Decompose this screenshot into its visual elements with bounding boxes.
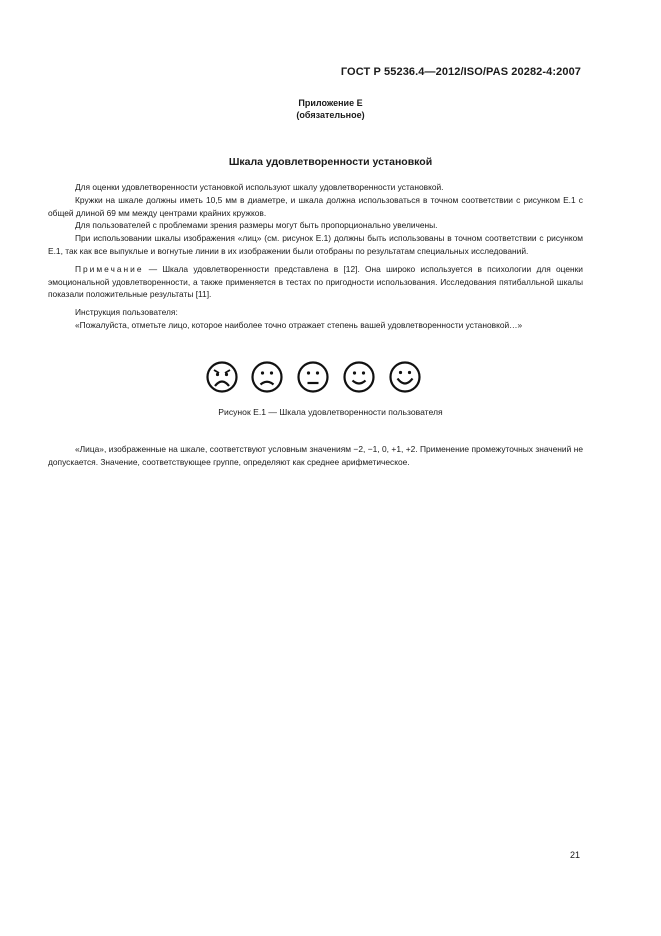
paragraph: Для пользователей с проблемами зрения размеры могут быть пропорционально увеличены.	[75, 220, 438, 231]
paragraph: Кружки на шкале должны иметь 10,5 мм в диаметре, и шкала должна использоваться в точном соответствии с рисунком Е.1 с общей длиной 69 мм между центрами крайних кружков.	[48, 194, 583, 218]
satisfaction-scale	[200, 360, 460, 396]
instruction-text: «Пожалуйста, отметьте лицо, которое наиболее точно отражает степень вашей удовлетворенности установкой…»	[75, 319, 523, 330]
paragraph: При использовании шкалы изображения «лиц» (см. рисунок Е.1) должны быть использованы в точном соответствии с рисунком Е.1, так как все выпуклые и вогнутые линии в их изображении были отобраны по результатам специальных исследований.	[48, 233, 583, 256]
instruction-label: Инструкция пользователя:	[75, 307, 178, 318]
annex-status: (обязательное)	[296, 110, 365, 120]
neutral-face-icon	[296, 360, 330, 394]
very-sad-face-icon	[205, 360, 239, 394]
body-text	[48, 181, 583, 332]
happy-face-icon	[342, 360, 376, 394]
standard-header: ГОСТ Р 55236.4—2012/ISO/PAS 20282-4:2007	[340, 66, 581, 78]
note-label: Примечание	[75, 263, 144, 274]
closing-text	[48, 443, 583, 469]
note-text: — Шкала удовлетворенности представлена в [12]. Она широко используется в психологии для оценки эмоциональной удовлетворенности, а также применяется в тестах по пригодности использования. Исследования пятибалльной шкалы показали положительные результаты [11].	[48, 263, 583, 300]
page-number: 21	[569, 850, 580, 860]
section-title: Шкала удовлетворенности установкой	[228, 156, 433, 168]
sad-face-icon	[250, 360, 284, 394]
annex-label: Приложение Е	[298, 98, 363, 108]
annex-heading	[0, 97, 661, 121]
very-happy-face-icon	[388, 360, 422, 394]
paragraph: «Лица», изображенные на шкале, соответствуют условным значениям −2, −1, 0, +1, +2. Применение промежуточных значений не допускается. Значение, соответствующее группе, определяют как среднее арифметическое.	[48, 444, 583, 467]
paragraph: Для оценки удовлетворенности установкой используют шкалу удовлетворенности установкой.	[75, 182, 444, 192]
note-paragraph	[48, 263, 583, 301]
figure-caption: Рисунок Е.1 — Шкала удовлетворенности пользователя	[218, 407, 443, 417]
